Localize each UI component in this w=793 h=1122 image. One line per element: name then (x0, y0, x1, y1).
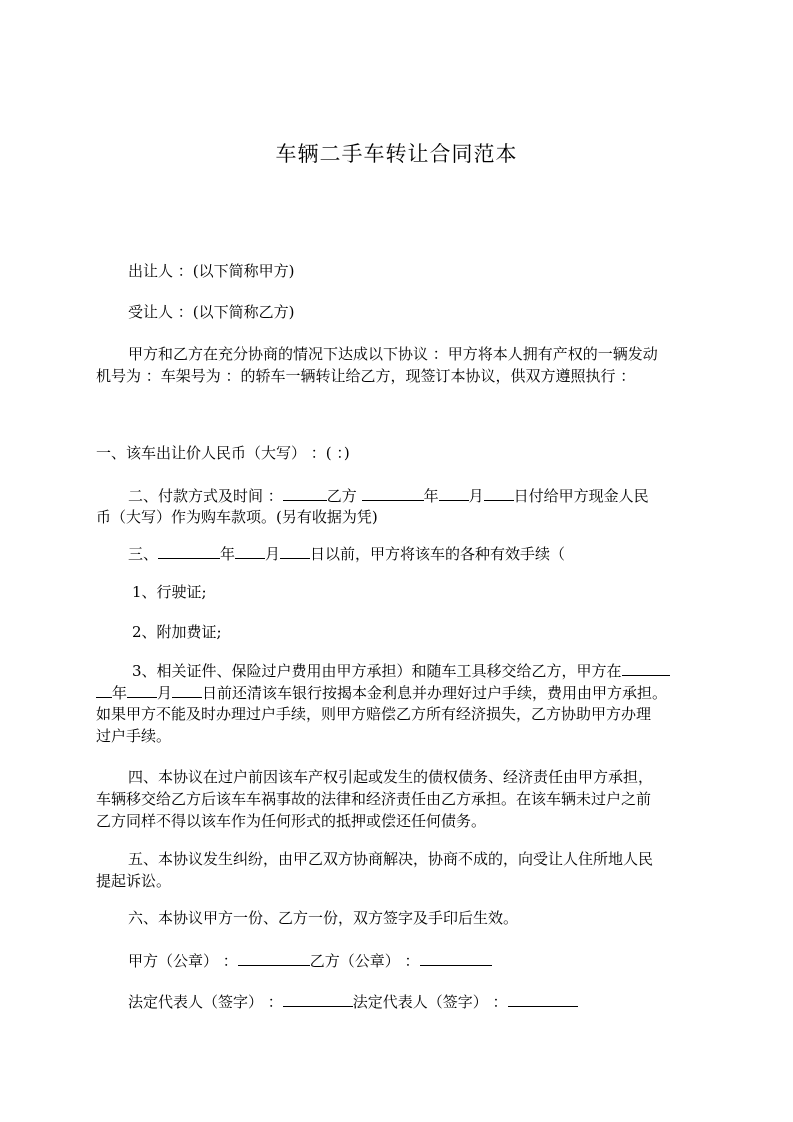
blank-field[interactable] (158, 542, 220, 559)
party-seal-line (96, 949, 700, 971)
intro-paragraph: 甲方和乙方在充分协商的情况下达成以下协议 ：甲方将本人拥有产权的一辆发动 机号为 ：车架号为 ：的轿车一辆转让给乙方，现签订本协议，供双方遵照执行 ： (96, 345, 658, 385)
blank-field[interactable] (280, 542, 310, 559)
clause-3-item-3: 3、相关证件、保险过户费用由甲方承担）和随车工具移交给乙方，甲方在 年 月 日前还清该车银行按揭本金利息并办理好过户手续，费用由甲方承担。 如果甲方不能及时办理过户手续，则甲方赔偿乙方所有经济损失，乙方协助甲方办理 过户手续。 (96, 659, 700, 747)
party-a-seal-field[interactable] (238, 949, 310, 966)
clause-1: 一、该车出让价人民币（大写） ：( ：) (96, 444, 350, 462)
clause-2: 二、付款方式及时间 ： 乙方 年 月 日付给甲方现金人民 币（大写）作为购车款项。(另有收据为凭) (96, 484, 700, 528)
party-b-rep-field[interactable] (508, 990, 578, 1007)
party-a-seal-label: 甲方（公章） ： (128, 952, 238, 970)
representative-sign-line (96, 990, 700, 1012)
blank-field[interactable] (283, 484, 327, 501)
clause-6: 六、本协议甲方一份、乙方一份，双方签字及手印后生效。 (128, 909, 519, 927)
clause-5: 五、本协议发生纠纷，由甲乙双方协商解决，协商不成的，向受让人住所地人民 提起诉讼。 (96, 850, 654, 890)
clause-4: 四、本协议在过户前因该车产权引起或发生的债权债务、经济责任由甲方承担， 车辆移交给乙方后该车车祸事故的法律和经济责任由乙方承担。在该车辆未过户之前 乙方同样不得以该车作为任何形式的抵押或偿还任何债务。 (96, 768, 654, 830)
blank-field[interactable] (127, 681, 157, 698)
clause-3-item-1: 1、行驶证; (132, 583, 207, 601)
seller-line: 出让人 ：(以下简称甲方) (128, 262, 295, 280)
party-b-rep-label: 法定代表人（签字） ： (352, 993, 508, 1011)
party-b-seal-field[interactable] (420, 949, 492, 966)
clause-3-item-2: 2、附加费证; (132, 623, 222, 641)
clause-3: 三、 年 月 日以前，甲方将该车的各种有效手续（ (96, 542, 700, 564)
party-a-rep-field[interactable] (283, 990, 353, 1007)
buyer-line: 受让人 ：(以下简称乙方) (128, 303, 295, 321)
blank-field[interactable] (439, 484, 469, 501)
party-a-rep-label: 法定代表人（签字） ： (128, 993, 283, 1011)
blank-field[interactable] (362, 484, 424, 501)
blank-field[interactable] (235, 542, 265, 559)
blank-field[interactable] (96, 681, 112, 698)
blank-field[interactable] (172, 681, 202, 698)
document-title: 车辆二手车转让合同范本 (275, 142, 518, 166)
blank-field[interactable] (622, 659, 670, 676)
party-b-seal-label: 乙方（公章） ： (309, 952, 420, 970)
blank-field[interactable] (484, 484, 514, 501)
